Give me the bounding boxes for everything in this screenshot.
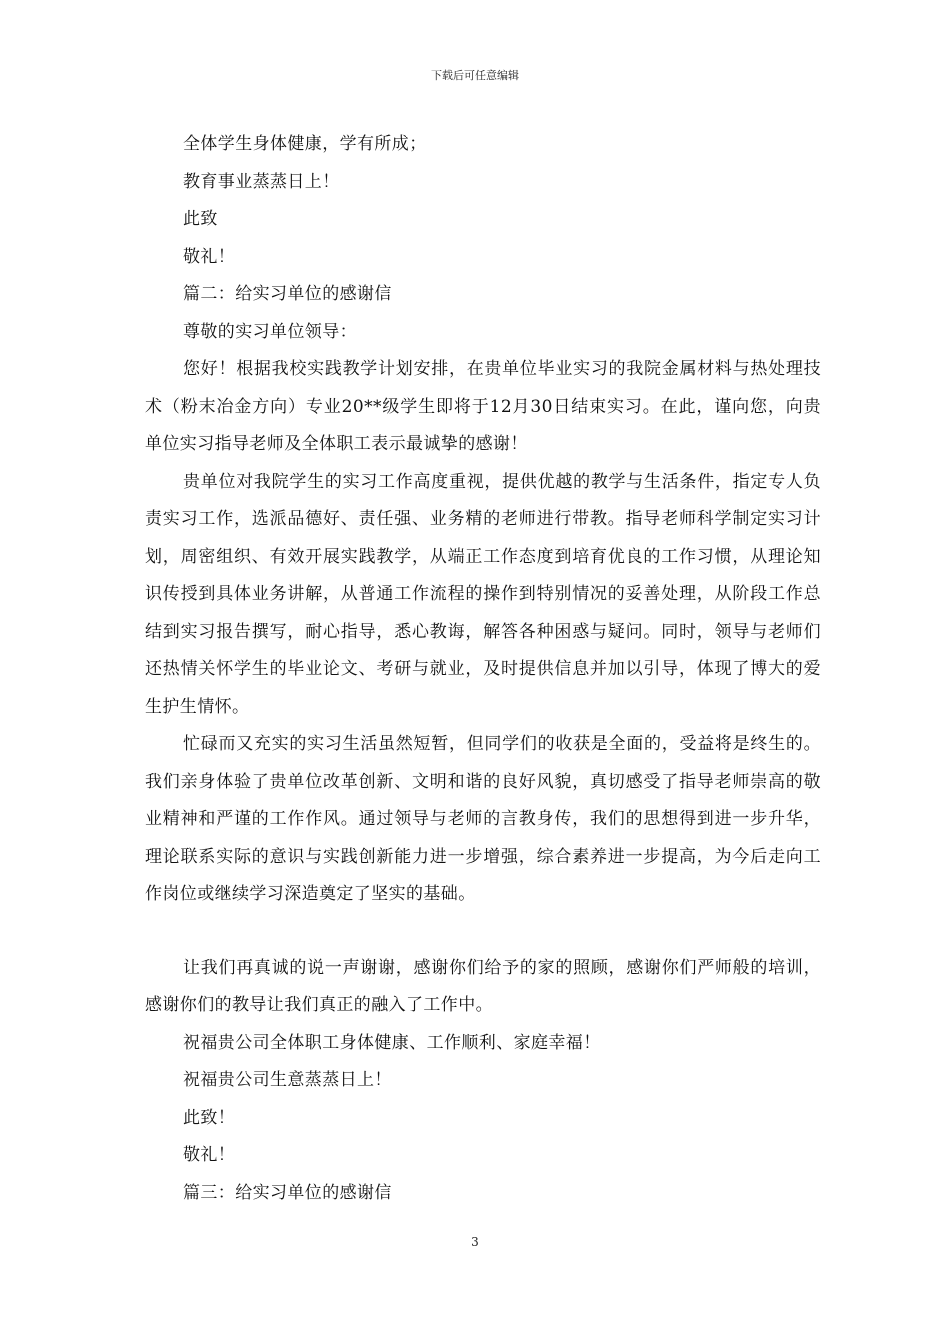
body-paragraph: 忙碌而又充实的实习生活虽然短暂，但同学们的收获是全面的，受益将是终生的。我们亲身体验了贵单位改革创新、文明和谐的良好风貌，真切感受了指导老师崇高的敬业精神和严谨的工作作风。通过领导与老师的言教身传，我们的思想得到进一步升华，理论联系实际的意识与实践创新能力进一步增强，综合素养进一步提高，为今后走向工作岗位或继续学习深造奠定了坚实的基础。 (145, 734, 821, 904)
salutation-line: 敬礼！ (183, 1145, 236, 1165)
closing-line: 全体学生身体健康，学有所成； (183, 134, 427, 154)
page-number: 3 (471, 1235, 479, 1249)
body-paragraph: 您好！根据我校实践教学计划安排，在贵单位毕业实习的我院金属材料与热处理技术（粉末冶金方向）专业20**级学生即将于12月30日结束实习。在此，谨向您，向贵单位实习指导老师及全体职工表示最诚挚的感谢！ (145, 359, 821, 454)
greeting-line: 尊敬的实习单位领导： (183, 321, 357, 342)
salutation-line: 此致！ (183, 1107, 236, 1128)
section-title: 篇二：给实习单位的感谢信 (183, 284, 392, 304)
salutation-line: 此致 (183, 209, 218, 229)
closing-line: 教育事业蒸蒸日上！ (183, 171, 340, 192)
body-paragraph: 让我们再真诚的说一声谢谢，感谢你们给予的家的照顾，感谢你们严师般的培训，感谢你们的教导让我们真正的融入了工作中。 (145, 957, 821, 1015)
wish-line: 祝福贵公司全体职工身体健康、工作顺利、家庭幸福！ (183, 1032, 601, 1053)
body-paragraph: 贵单位对我院学生的实习工作高度重视，提供优越的教学与生活条件，指定专人负责实习工作，选派品德好、责任强、业务精的老师进行带教。指导老师科学制定实习计划，周密组织、有效开展实践教学，从端正工作态度到培育优良的工作习惯，从理论知识传授到具体业务讲解，从普通工作流程的操作到特别情况的妥善处理，从阶段工作总结到实习报告撰写，耐心指导，悉心教诲，解答各种困惑与疑问。同时，领导与老师们还热情关怀学生的毕业论文、考研与就业，及时提供信息并加以引导，体现了博大的爱生护生情怀。 (145, 471, 821, 717)
section-title: 篇三：给实习单位的感谢信 (183, 1182, 392, 1203)
salutation-line: 敬礼！ (183, 246, 236, 267)
wish-line: 祝福贵公司生意蒸蒸日上！ (183, 1070, 392, 1090)
document-body (145, 126, 821, 1212)
page-header-note: 下载后可任意编辑 (431, 69, 519, 82)
paragraph-spacer (145, 914, 821, 950)
